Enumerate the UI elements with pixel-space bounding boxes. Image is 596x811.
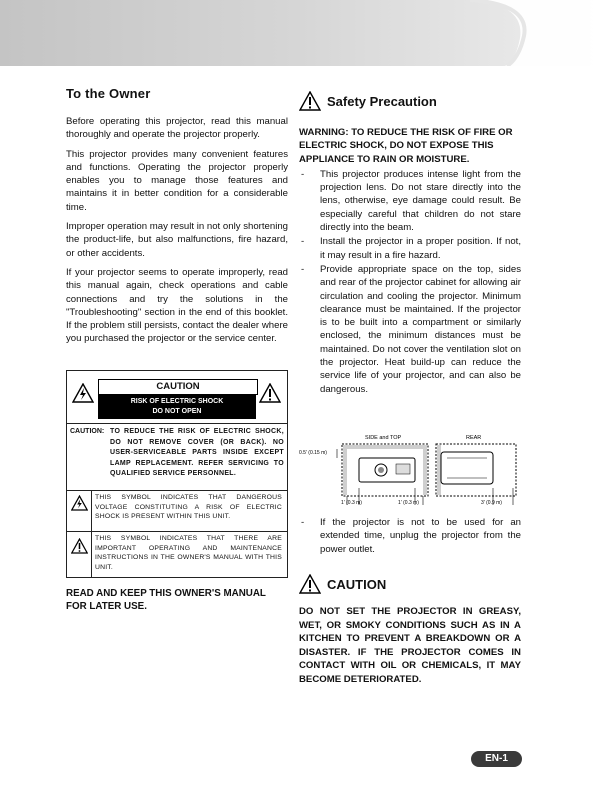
owner-paragraph-3: Improper operation may result in not only shortening the product-life, but also malfunctions, fire hazard, or other accidents. <box>66 221 288 259</box>
safety-item-2: - Install the projector in a proper position. If not, it may result in a fire hazard. <box>299 235 521 262</box>
safety-item-3: - Provide appropriate space on the top, sides and rear of the projector cabinet for allowing air circulation and cooling the projector. Minimum clearance must be maintained. If the projector is to be built into a compartment or similarly enclosed, the minimum distances must be maintained. Do not cover the ventilation slot on the projector. Heat build-up can reduce the service life of your projector, and can also be dangerous. <box>299 263 521 396</box>
rear-gap-label: 3' (0.9 m) <box>481 500 502 506</box>
caution-box <box>66 370 288 578</box>
safety-item-4: - If the projector is not to be used for an extended time, unplug the projector from the power outlet. <box>299 516 521 556</box>
risk-line-1: RISK OF ELECTRIC SHOCK <box>130 398 224 405</box>
owner-paragraph-4: If your projector seems to operate improperly, read this manual again, check operations and cable connections and try the solutions in the "Troubleshooting" section in the end of this booklet. If the problem still persists, contact the dealer where you purchased the projector or the service center. <box>66 266 288 345</box>
to-owner-heading: To the Owner <box>66 86 151 101</box>
caution-box-title: CAUTION <box>98 379 258 395</box>
caution-separator-2 <box>67 490 287 491</box>
caution-body: DO NOT SET THE PROJECTOR IN GREASY, WET, OR SMOKY CONDITIONS SUCH AS IN A KITCHEN TO PREVENT A BREAKDOWN OR A DISASTER. IF THE PROJECTOR COMES IN CONTACT WITH OIL OR CHEMICALS, IT MAY BECOME DETERIORATED. <box>299 606 521 685</box>
page-number-badge: EN-1 <box>471 751 522 767</box>
warning-triangle-icon <box>299 91 321 111</box>
safety-list <box>299 168 521 396</box>
caution-separator-1 <box>67 423 287 424</box>
risk-line-2: DO NOT OPEN <box>152 408 202 415</box>
side-top-label: SIDE and TOP <box>365 435 402 441</box>
lightning-bolt-icon <box>72 383 94 403</box>
clearance-diagram <box>299 430 521 512</box>
symbol-1-text: THIS SYMBOL INDICATES THAT DANGEROUS VOLTAGE CONSTITUTING A RISK OF ELECTRIC SHOCK IS PRESENT WITHIN THIS UNIT. <box>95 494 282 520</box>
caution-text: TO REDUCE THE RISK OF ELECTRIC SHOCK, DO NOT REMOVE COVER (OR BACK). NO USER-SERVICEABLE PARTS INSIDE EXCEPT LAMP REPLACEMENT. REFER SERVICING TO QUALIFIED SERVICE PERSONNEL. <box>110 428 284 477</box>
header-curve-decoration <box>0 0 596 66</box>
caution-heading: CAUTION <box>327 576 387 592</box>
right-column <box>299 90 521 397</box>
warning-text: WARNING: TO REDUCE THE RISK OF FIRE OR ELECTRIC SHOCK, DO NOT EXPOSE THIS APPLIANCE TO RAIN OR MOISTURE. <box>299 127 513 165</box>
safety-heading-row <box>299 90 521 112</box>
caution-vertical-divider <box>91 490 92 577</box>
last-safety-item <box>299 516 521 557</box>
left-gap-label: 1' (0.3 m) <box>341 500 362 506</box>
rear-label: REAR <box>466 435 482 441</box>
caution-separator-3 <box>67 531 287 532</box>
lightning-bolt-icon <box>71 495 88 511</box>
safety-list-continued <box>299 516 521 556</box>
owner-paragraph-2: This projector provides many convenient features and functions. Operating the projector properly enables you to manage those features and maintains it in better condition for a considerable time. <box>66 148 288 213</box>
caution-label: CAUTION: <box>70 428 105 435</box>
caution-box-header <box>67 371 287 423</box>
safety-item-1: - This projector produces intense light from the projection lens. Do not stare directly into the lens, otherwise, eye damage could result. Be especially careful that children do not stare directly into the beam. <box>299 168 521 234</box>
exclamation-triangle-icon <box>259 383 281 403</box>
warning-triangle-icon <box>299 574 321 594</box>
safety-heading: Safety Precaution <box>327 93 437 109</box>
caution-heading-row <box>299 573 521 595</box>
left-column <box>66 86 288 352</box>
symbol-2-text: THIS SYMBOL INDICATES THAT THERE ARE IMPORTANT OPERATING AND MAINTENANCE INSTRUCTIONS IN THE OWNER'S MANUAL WITH THIS UNIT. <box>95 535 282 571</box>
exclamation-triangle-icon <box>71 538 88 554</box>
top-gap-label: 0.5' (0.15 m) <box>299 450 327 456</box>
caution-section <box>299 573 521 686</box>
clearance-diagram-graphic <box>299 430 521 512</box>
owner-paragraph-1: Before operating this projector, read this manual thoroughly and operate the projector properly. <box>66 116 288 141</box>
right-gap-label: 1' (0.3 m) <box>398 500 419 506</box>
read-keep-notice: READ AND KEEP THIS OWNER'S MANUAL FOR LATER USE. <box>66 588 266 612</box>
risk-banner <box>98 394 256 419</box>
